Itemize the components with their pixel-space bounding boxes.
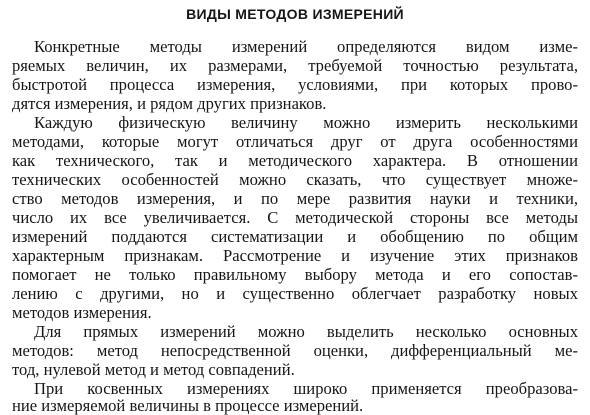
paragraph-4-line-1: При косвенных измерениях широко применяется преобразова- <box>34 379 578 398</box>
paragraph-3-line-2: методов: метод непосредственной оценки, дифференциальный ме- <box>12 341 578 360</box>
paragraph-2-line-2: методами, которые могут отличаться друг от друга особенностями <box>12 132 578 151</box>
paragraph-2-line-8: характерным признакам. Рассмотрение и изучение этих признаков <box>12 246 578 265</box>
paragraph-2-line-3: как технического, так и методического характера. В отношении <box>12 151 578 170</box>
paragraph-2-line-4: технических особенностей можно сказать, что существует множе- <box>12 170 578 189</box>
paragraph-2-line-11: методов измерения. <box>12 303 152 322</box>
paragraph-1-line-4: дятся измерения, и рядом других признаков. <box>12 94 327 113</box>
paragraph-1-line-2: ряемых величин, их размерами, требуемой точностью результата, <box>12 56 578 75</box>
paragraph-3-line-1: Для прямых измерений можно выделить несколько основных <box>34 322 578 341</box>
paragraph-2-line-1: Каждую физическую величину можно измерить несколькими <box>34 113 578 132</box>
paragraph-1-line-1: Конкретные методы измерений определяются видом изме- <box>34 37 578 56</box>
paragraph-2-line-5: ство методов измерения, и по мере развития науки и техники, <box>12 189 578 208</box>
paragraph-4-line-2: ние измеряемой величины в процессе измерений. <box>12 396 364 415</box>
paragraph-1-line-3: быстротой процесса измерения, условиями, при которых прово- <box>12 75 578 94</box>
paragraph-2-line-6: число их все увеличивается. С методической стороны все методы <box>12 208 578 227</box>
paragraph-2-line-7: измерений поддаются систематизации и обобщению по общим <box>12 227 578 246</box>
paragraph-2-line-10: лению с другими, но и существенно облегчает разработку новых <box>12 284 578 303</box>
paragraph-3-line-3: тод, нулевой метод и метод совпадений. <box>12 360 295 379</box>
paragraph-2-line-9: помогает не только правильному выбору метода и его сопостав- <box>12 265 578 284</box>
section-title: ВИДЫ МЕТОДОВ ИЗМЕРЕНИЙ <box>186 6 404 22</box>
